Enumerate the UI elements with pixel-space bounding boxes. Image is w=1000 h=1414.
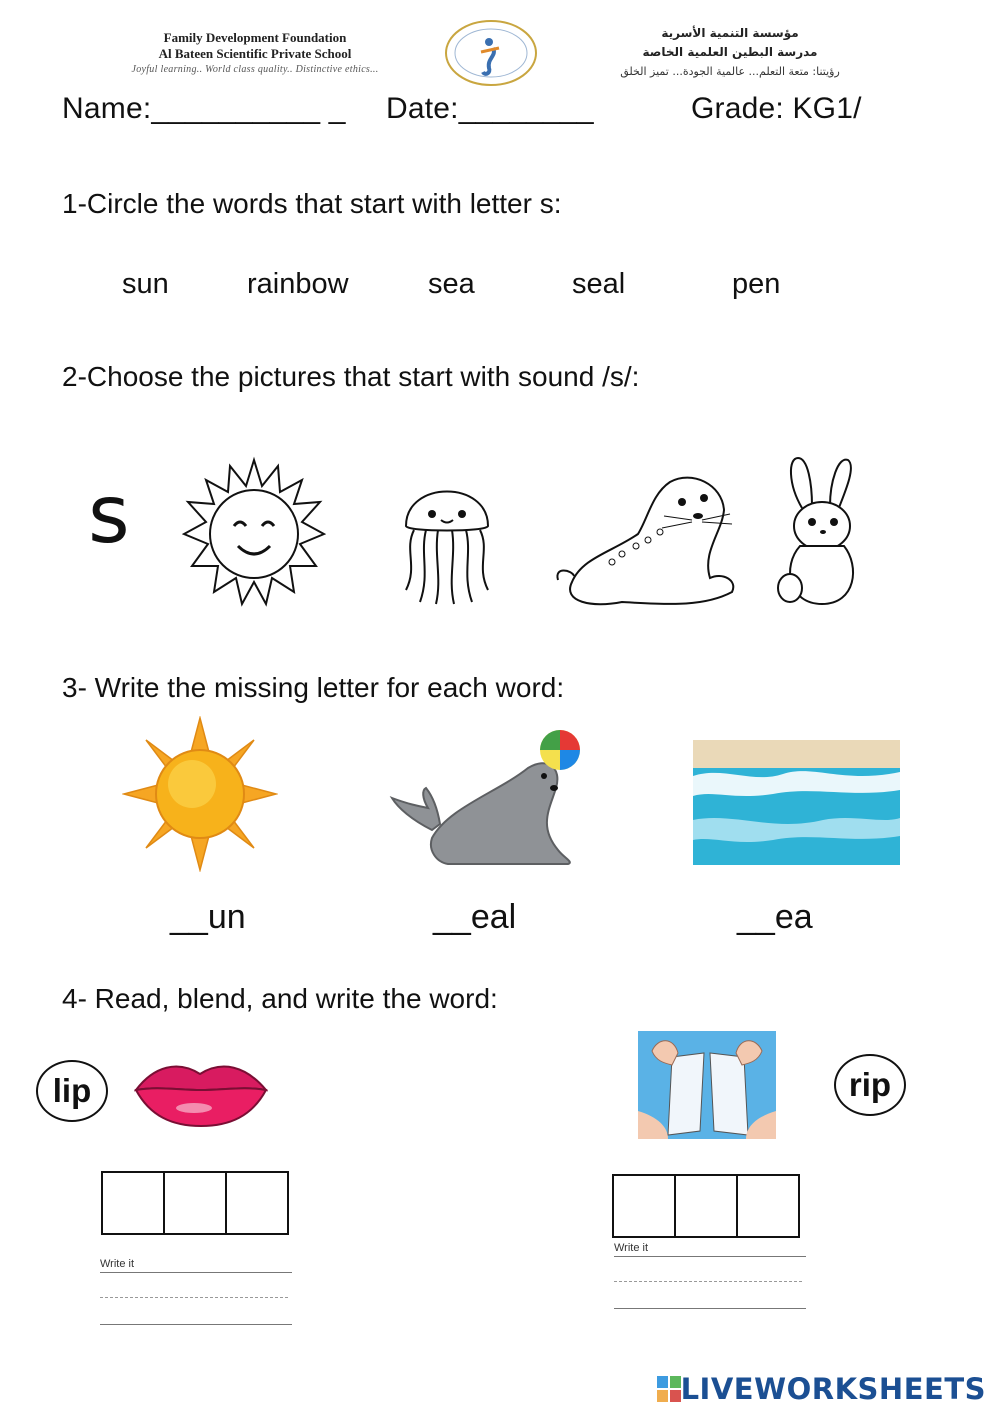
q2-prompt: 2-Choose the pictures that start with sound /s/:	[62, 361, 640, 392]
lips-icon	[134, 1056, 268, 1133]
school-name-en: Al Bateen Scientific Private School	[158, 46, 352, 61]
write-line-dashed[interactable]	[614, 1281, 802, 1282]
header-ar	[575, 24, 885, 81]
letter-box[interactable]	[101, 1171, 165, 1235]
liveworksheets-logo-icon	[657, 1376, 681, 1402]
school-name-ar: مدرسة البطين العلمية الخاصة	[642, 45, 818, 59]
letter-boxes-lip[interactable]	[101, 1171, 287, 1235]
q1-prompt: 1-Circle the words that start with letter s:	[62, 188, 562, 219]
grade-field: Grade: KG1/	[691, 92, 862, 125]
letter-box[interactable]	[612, 1174, 676, 1238]
write-line-bottom	[100, 1324, 292, 1325]
brand-text: LIVEWORKSHEETS	[680, 1372, 986, 1406]
seal-outline-icon[interactable]	[552, 462, 742, 617]
school-logo	[443, 18, 539, 93]
q1-word[interactable]: sun	[122, 268, 169, 300]
letter-box[interactable]	[674, 1174, 738, 1238]
q1-word[interactable]: seal	[572, 268, 626, 300]
write-line-top	[614, 1256, 806, 1257]
missing-letter-seal[interactable]: __eal	[433, 898, 517, 936]
letter-box[interactable]	[225, 1171, 289, 1235]
q1-word[interactable]: sea	[428, 268, 475, 300]
q1-word[interactable]: pen	[732, 268, 781, 300]
header-en	[105, 30, 405, 78]
write-line-dashed[interactable]	[100, 1297, 288, 1298]
sun-color-icon	[122, 716, 278, 877]
letter-s: s	[88, 468, 130, 561]
sea-image	[693, 740, 900, 865]
missing-letter-sun[interactable]: __un	[170, 898, 246, 936]
motto-en: Joyful learning.. World class quality.. Distinctive ethics...	[131, 64, 379, 75]
liveworksheets-brand	[657, 1372, 986, 1406]
letter-box[interactable]	[736, 1174, 800, 1238]
motto-ar: رؤيتنا: متعة التعلم... عالمية الجودة... تميز الخلق	[620, 65, 840, 78]
q3-prompt: 3- Write the missing letter for each word:	[62, 672, 565, 703]
name-field[interactable]: Name:__________ _	[62, 92, 346, 125]
q1-word[interactable]: rainbow	[247, 268, 349, 300]
rabbit-icon[interactable]	[772, 454, 868, 613]
date-field[interactable]: Date:________	[386, 92, 594, 125]
sun-outline-icon[interactable]	[182, 456, 326, 613]
seal-ball-icon	[388, 728, 592, 873]
write-line-top	[100, 1272, 292, 1273]
missing-letter-sea[interactable]: __ea	[737, 898, 813, 936]
write-it-label: Write it	[614, 1242, 649, 1254]
word-lip: lip	[36, 1060, 108, 1122]
write-it-label: Write it	[100, 1258, 135, 1270]
letter-boxes-rip[interactable]	[612, 1174, 798, 1238]
q4-prompt: 4- Read, blend, and write the word:	[62, 983, 498, 1014]
write-line-bottom	[614, 1308, 806, 1309]
org-name-en: Family Development Foundation	[163, 30, 347, 45]
letter-box[interactable]	[163, 1171, 227, 1235]
org-name-ar: مؤسسة التنمية الأسرية	[661, 26, 799, 40]
tearing-paper-image	[638, 1031, 776, 1139]
word-rip: rip	[834, 1054, 906, 1116]
jellyfish-icon[interactable]	[396, 470, 498, 611]
